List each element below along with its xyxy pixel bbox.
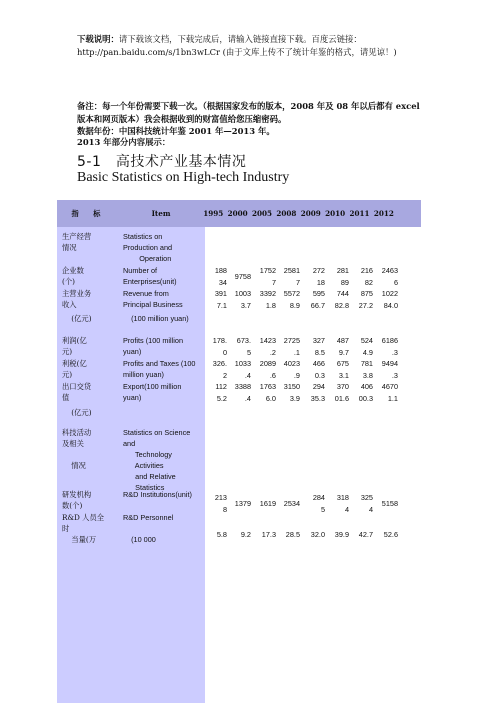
table-cell-profits-taxes: 2089 .6 [259, 359, 276, 380]
table-cell-enterprises: 2463 6 [381, 266, 398, 287]
download-note [77, 33, 427, 59]
row-label-zh: R&D 人员全 时 [62, 513, 105, 533]
row-label-en: R&D Personnel [123, 513, 174, 522]
row-label-zh: (亿元) [62, 314, 92, 323]
table-cell-rd-institutions: 2534 [283, 499, 300, 508]
table-cell-rd-personnel: 28.5 [285, 530, 300, 539]
table-cell-export: 294 35.3 [310, 382, 325, 403]
table-cell-rd-personnel: 17.3 [261, 530, 276, 539]
table-cell-profits: 327 8.5 [312, 336, 325, 357]
header-year: 2012 [373, 209, 394, 218]
table-cell-rd-personnel: 32.0 [310, 530, 325, 539]
table-cell-profits: 673. 5 [236, 336, 251, 357]
table-cell-export: 4670 1.1 [381, 382, 398, 403]
row-label-zh: 利润(亿 元) [62, 336, 87, 356]
header-year: 1995 [203, 209, 224, 218]
table-cell-profits: 2725 .1 [283, 336, 300, 357]
download-label: 下载说明： [77, 34, 119, 44]
table-cell-rd-personnel: 42.7 [358, 530, 373, 539]
table-cell-enterprises: 2581 7 [283, 266, 300, 287]
header-year: 2008 [276, 209, 297, 218]
row-label-en: Revenue from Principal Business [123, 289, 183, 309]
row-label-zh: 利税(亿 元) [62, 359, 87, 379]
table-cell-rd-institutions: 213 8 [214, 493, 227, 514]
table-cell-rd-institutions: 284 5 [312, 493, 325, 514]
table-cell-rd-personnel: 9.2 [240, 530, 251, 539]
table-header [57, 200, 421, 227]
header-item: Item [151, 209, 171, 218]
row-label-en: (10 000 [123, 535, 156, 544]
table-cell-profits-taxes: 4023 .9 [283, 359, 300, 380]
table-cell-profits-taxes: 9494 .3 [381, 359, 398, 380]
row-label-zh: 企业数 (个) [62, 266, 84, 286]
table-cell-revenue: 3392 1.8 [259, 289, 276, 310]
section-title: 5-1 高技术产业基本情况 [77, 154, 247, 170]
table-cell-rd-personnel: 5.8 [216, 530, 227, 539]
table-cell-enterprises: 216 82 [360, 266, 373, 287]
row-label-en: Number of Enterprises(unit) [123, 266, 177, 286]
table-cell-revenue: 391 7.1 [214, 289, 227, 310]
section-subtitle: Basic Statistics on High-tech Industry [77, 170, 290, 185]
table-cell-export: 3388 .4 [234, 382, 251, 403]
row-label-zh: (亿元) [62, 408, 92, 417]
data-year-note: 数据年份：中国科技统计年鉴 2001 年—2013 年。 [77, 126, 275, 136]
header-indicator: 指 标 [71, 208, 107, 218]
table-cell-profits-taxes: 326. 2 [212, 359, 227, 380]
header-year: 2005 [251, 209, 272, 218]
row-label-zh: 主营业务 收入 [62, 289, 92, 309]
table-cell-rd-institutions: 5158 [381, 499, 398, 508]
header-year: 2009 [300, 209, 321, 218]
download-text[interactable]: 请下载该文档，下载完成后，请输入链接直接下载。百度云链接：http://pan.baidu.com/s/1bn3wLCr (由于文库上传不了统计年鉴的格式，请见谅！) [77, 34, 397, 57]
row-label-zh: 科技活动 及相关 情况 [62, 428, 92, 470]
table-cell-rd-institutions: 318 4 [336, 493, 349, 514]
table-cell-export: 406 00.3 [358, 382, 373, 403]
row-label-en: Profits and Taxes (100 million yuan) [123, 359, 196, 379]
table-cell-rd-personnel: 39.9 [334, 530, 349, 539]
table-cell-enterprises: 272 18 [312, 266, 325, 287]
table-body [57, 227, 421, 703]
header-year: 2011 [349, 209, 370, 218]
table-cell-profits-taxes: 675 3.1 [336, 359, 349, 380]
row-label-en: R&D Institutions(unit) [123, 490, 192, 499]
table-cell-enterprises: 281 89 [336, 266, 349, 287]
table-cell-rd-personnel: 52.6 [383, 530, 398, 539]
table-cell-enterprises: 9758 [234, 272, 251, 281]
table-cell-profits: 1423 .2 [259, 336, 276, 357]
table-cell-export: 370 01.6 [334, 382, 349, 403]
table-cell-profits: 524 4.9 [360, 336, 373, 357]
remark-label: 备注： [77, 101, 103, 111]
table-cell-export: 1763 6.0 [259, 382, 276, 403]
table-cell-enterprises: 188 34 [214, 266, 227, 287]
table-cell-rd-institutions: 1379 [234, 499, 251, 508]
row-label-en: Statistics on Science and Technology Activities and Relative Statistics [123, 428, 191, 492]
table-cell-profits: 487 9.7 [336, 336, 349, 357]
row-label-en: Profits (100 million yuan) [123, 336, 184, 356]
partial-note: 2013 年部分内容展示： [77, 137, 171, 147]
statistics-table [57, 200, 421, 703]
table-cell-enterprises: 1752 7 [259, 266, 276, 287]
table-cell-export: 112 5.2 [215, 382, 227, 403]
header-year: 2000 [227, 209, 248, 218]
table-cell-revenue: 875 27.2 [358, 289, 373, 310]
table-cell-profits-taxes: 781 3.8 [360, 359, 373, 380]
row-label-en: (100 million yuan) [123, 314, 189, 323]
row-label-zh: 出口交货 值 [62, 382, 92, 402]
remark-text: 每一个年份需要下载一次。（根据国家发布的版本，2008 年及 08 年以后都有 excel 版本和网页版本）我会根据收到的财富值给您压缩密码。 [77, 101, 420, 124]
table-cell-profits-taxes: 1033 .4 [234, 359, 251, 380]
table-cell-revenue: 1022 84.0 [381, 289, 398, 310]
row-label-zh: 研发机构 数(个) [62, 490, 92, 510]
remark-note [77, 100, 427, 126]
table-cell-revenue: 5572 8.9 [283, 289, 300, 310]
table-cell-profits: 6186 .3 [381, 336, 398, 357]
table-cell-revenue: 595 66.7 [310, 289, 325, 310]
row-label-zh: 生产经营 情况 [62, 232, 92, 252]
row-label-en: Export(100 million yuan) [123, 382, 182, 402]
table-cell-profits-taxes: 466 0.3 [312, 359, 325, 380]
table-cell-rd-institutions: 325 4 [360, 493, 373, 514]
table-cell-revenue: 744 82.8 [334, 289, 349, 310]
table-cell-export: 3150 3.9 [283, 382, 300, 403]
row-label-en: Statistics on Production and Operation [123, 232, 173, 263]
table-cell-profits: 178. 0 [212, 336, 227, 357]
row-label-zh: 当量(万 [62, 535, 97, 544]
table-cell-revenue: 1003 3.7 [234, 289, 251, 310]
header-year: 2010 [325, 209, 346, 218]
table-cell-rd-institutions: 1619 [259, 499, 276, 508]
